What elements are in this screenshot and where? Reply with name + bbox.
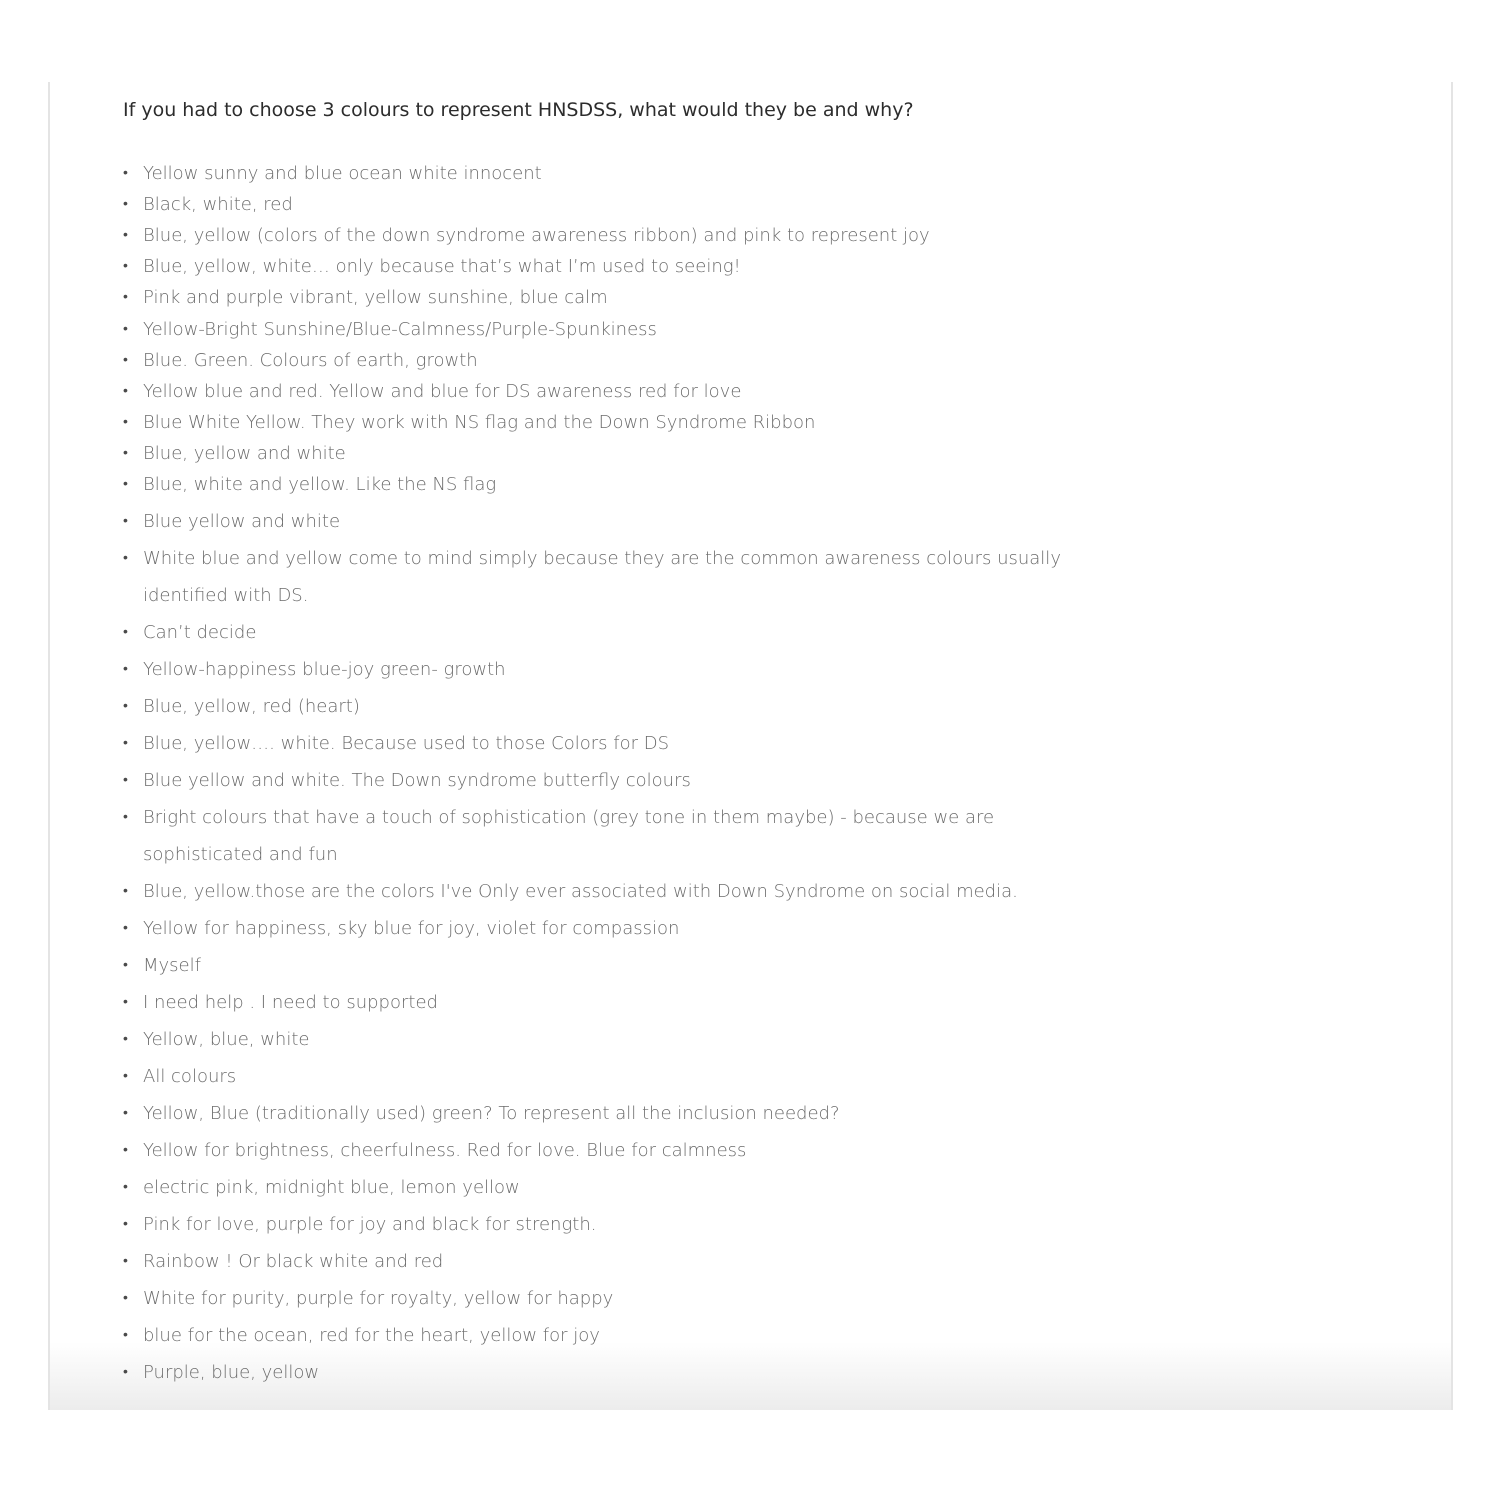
answer-text: Blue yellow and white <box>143 511 341 532</box>
bullet-icon: • <box>123 1216 128 1232</box>
answer-text: Blue, yellow and white <box>143 443 346 464</box>
bullet-icon: • <box>123 661 128 677</box>
bullet-icon: • <box>123 957 128 973</box>
bullet-icon: • <box>123 809 128 825</box>
answer-text: identified with DS. <box>143 585 309 606</box>
answer-text: Myself <box>143 955 201 976</box>
answer-text: I need help . I need to supported <box>143 992 438 1013</box>
answer-text: Blue, yellow…. white. Because used to those Colors for DS <box>143 733 669 754</box>
answer-text: Blue, yellow, red (heart) <box>143 696 360 717</box>
bullet-icon: • <box>123 165 128 181</box>
bullet-icon: • <box>123 414 128 430</box>
answer-text: Blue yellow and white. The Down syndrome butterfly colours <box>143 770 691 791</box>
bullet-icon: • <box>123 476 128 492</box>
bullet-icon: • <box>123 624 128 640</box>
answer-text: Blue, yellow (colors of the down syndrome awareness ribbon) and pink to represent joy <box>143 225 930 246</box>
answer-text: electric pink, midnight blue, lemon yellow <box>143 1177 520 1198</box>
bullet-icon: • <box>123 383 128 399</box>
answer-text: Yellow for happiness, sky blue for joy, violet for compassion <box>143 918 680 939</box>
bullet-icon: • <box>123 1327 128 1343</box>
answer-text: Purple, blue, yellow <box>143 1362 320 1383</box>
bullet-icon: • <box>123 1179 128 1195</box>
answer-text: Blue, white and yellow. Like the NS flag <box>143 474 497 495</box>
bullet-icon: • <box>123 920 128 936</box>
answer-text: blue for the ocean, red for the heart, yellow for joy <box>143 1325 600 1346</box>
answer-text: Pink for love, purple for joy and black for strength. <box>143 1214 597 1235</box>
answer-text: sophisticated and fun <box>143 844 338 865</box>
answer-text: Yellow, Blue (traditionally used) green? To represent all the inclusion needed? <box>143 1103 840 1124</box>
bullet-icon: • <box>123 196 128 212</box>
answer-text: Bright colours that have a touch of sophistication (grey tone in them maybe) - because we are <box>143 807 995 828</box>
answer-text: Blue. Green. Colours of earth, growth <box>143 350 478 371</box>
answer-text: Yellow-Bright Sunshine/Blue-Calmness/Purple-Spunkiness <box>143 319 657 340</box>
bullet-icon: • <box>123 1253 128 1269</box>
bullet-icon: • <box>123 550 128 566</box>
answer-text: Yellow, blue, white <box>143 1029 310 1050</box>
bullet-icon: • <box>123 258 128 274</box>
bullet-icon: • <box>123 994 128 1010</box>
bullet-icon: • <box>123 1290 128 1306</box>
answer-text: Yellow blue and red. Yellow and blue for DS awareness red for love <box>143 381 742 402</box>
bullet-icon: • <box>123 1364 128 1380</box>
bullet-icon: • <box>123 289 128 305</box>
answer-text: All colours <box>143 1066 237 1087</box>
bullet-icon: • <box>123 698 128 714</box>
answer-text: Blue, yellow, white… only because that’s what I’m used to seeing! <box>143 256 741 277</box>
answer-text: Yellow sunny and blue ocean white innocent <box>143 163 542 184</box>
bullet-icon: • <box>123 1142 128 1158</box>
answer-text: Blue, yellow.those are the colors I've Only ever associated with Down Syndrome on social media. <box>143 881 1018 902</box>
answer-text: Yellow-happiness blue-joy green- growth <box>143 659 506 680</box>
answer-text: Black, white, red <box>143 194 293 215</box>
bullet-icon: • <box>123 735 128 751</box>
answer-text: White for purity, purple for royalty, yellow for happy <box>143 1288 614 1309</box>
answer-text: Pink and purple vibrant, yellow sunshine, blue calm <box>143 287 608 308</box>
bullet-icon: • <box>123 1031 128 1047</box>
answer-text: Rainbow ! Or black white and red <box>143 1251 444 1272</box>
bullet-icon: • <box>123 352 128 368</box>
bullet-icon: • <box>123 1068 128 1084</box>
bullet-icon: • <box>123 513 128 529</box>
bullet-icon: • <box>123 1105 128 1121</box>
answer-text: White blue and yellow come to mind simply because they are the common awareness colours usually <box>143 548 1061 569</box>
bullet-icon: • <box>123 772 128 788</box>
bullet-icon: • <box>123 321 128 337</box>
bullet-icon: • <box>123 227 128 243</box>
bullet-icon: • <box>123 445 128 461</box>
answer-text: Yellow for brightness, cheerfulness. Red for love. Blue for calmness <box>143 1140 747 1161</box>
answer-text: Can’t decide <box>143 622 257 643</box>
answer-text: Blue White Yellow. They work with NS flag and the Down Syndrome Ribbon <box>143 412 816 433</box>
question-heading: If you had to choose 3 colours to represent HNSDSS, what would they be and why? <box>123 99 914 121</box>
bullet-icon: • <box>123 883 128 899</box>
